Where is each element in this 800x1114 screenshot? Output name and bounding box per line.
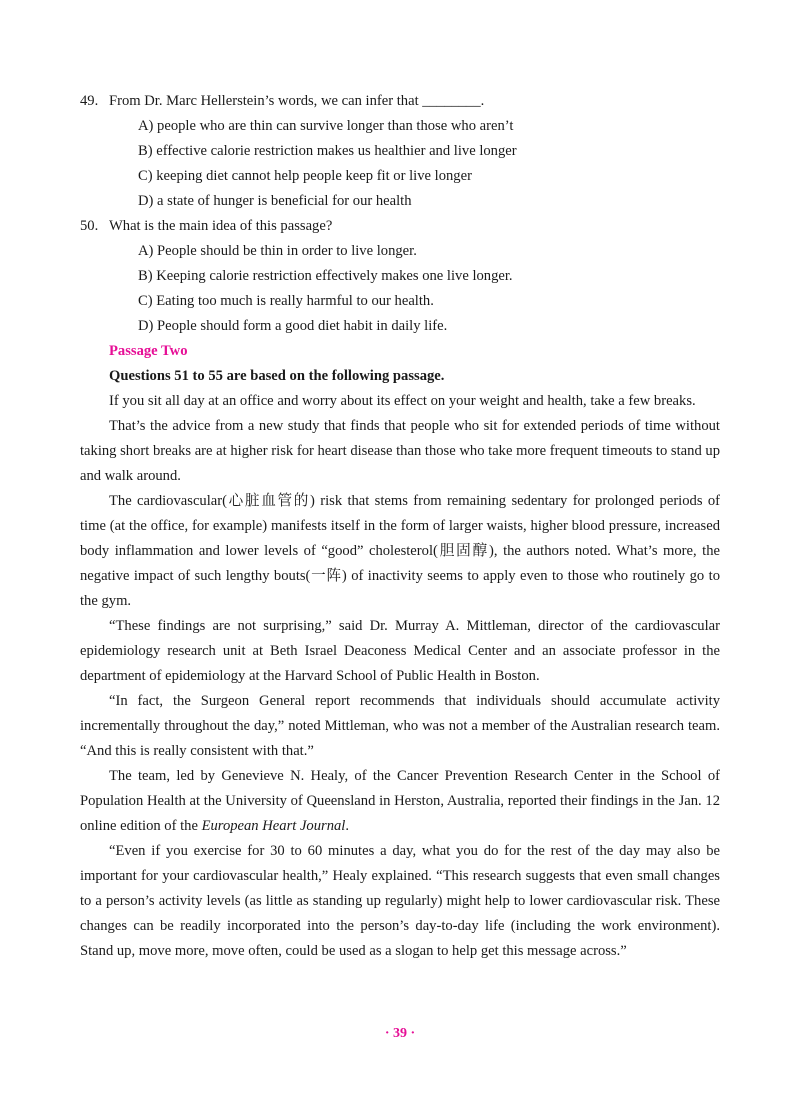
option-a: A) people who are thin can survive longer than those who aren’t [138,118,514,134]
option-d: D) People should form a good diet habit in daily life. [138,318,448,334]
paragraph-5: “In fact, the Surgeon General report recommends that individuals should accumulate activity incrementally throughout the day,” noted Mittleman, who was not a member of the Australian research team. “And this is really consistent with that.” [80,693,720,759]
passage-title: Passage Two [109,343,188,359]
paragraph-6-text: The team, led by Genevieve N. Healy, of the Cancer Prevention Research Center in the School of Population Health at the University of Queensland in Herston, Australia, reported their findings in the Jan. 12 online edition of the [80,768,720,834]
paragraph-1: If you sit all day at an office and worry about its effect on your weight and health, take a few breaks. [109,393,696,409]
page-content [80,89,720,964]
question-50 [80,214,720,239]
question-number: 50. [80,218,99,234]
question-49 [80,89,720,114]
question-number: 49. [80,93,99,109]
paragraph-7: “Even if you exercise for 30 to 60 minutes a day, what you do for the rest of the day may also be important for your cardiovascular health,” Healy explained. “This research suggests that even small changes to a person’s activity levels (as little as standing up regularly) might help to lower cardiovascular risk. These changes can be readily incorporated into the person’s day-to-day life (including the work environment). Stand up, move more, move often, could be used as a slogan to help get this message across.” [80,843,720,959]
paragraph-6 [80,764,720,839]
question-stem [80,214,720,239]
option-c: C) keeping diet cannot help people keep fit or live longer [138,168,472,184]
paragraph-6-end: . [345,818,350,834]
paragraph-3: The cardiovascular(心脏血管的) risk that stems from remaining sedentary for prolonged periods of time (at the office, for example) manifests itself in the form of larger waists, higher blood pressure, increased body inflammation and lower levels of “good” cholesterol(胆固醇), the authors noted. What’s more, the negative impact of such lengthy bouts(一阵) of inactivity seems to apply even to those who routinely go to the gym. [80,493,720,609]
paragraph-4: “These findings are not surprising,” said Dr. Murray A. Mittleman, director of the cardiovascular epidemiology research unit at Beth Israel Deaconess Medical Center and an associate professor in the department of epidemiology at the Harvard School of Public Health in Boston. [80,618,720,684]
page-number: · 39 · [384,1026,416,1041]
option-c: C) Eating too much is really harmful to our health. [138,293,434,309]
passage-instruction: Questions 51 to 55 are based on the following passage. [109,368,445,384]
question-text: What is the main idea of this passage? [109,218,333,234]
question-text: From Dr. Marc Hellerstein’s words, we can infer that ________. [109,93,485,109]
paragraph-2: That’s the advice from a new study that finds that people who sit for extended periods of time without taking short breaks are at higher risk for heart disease than those who take more frequent timeouts to stand up and walk around. [80,418,720,484]
journal-title: European Heart Journal [201,818,346,834]
option-b: B) effective calorie restriction makes us healthier and live longer [138,143,517,159]
option-b: B) Keeping calorie restriction effectively makes one live longer. [138,268,513,284]
option-d: D) a state of hunger is beneficial for our health [138,193,412,209]
question-stem [80,89,720,114]
option-a: A) People should be thin in order to live longer. [138,243,417,259]
